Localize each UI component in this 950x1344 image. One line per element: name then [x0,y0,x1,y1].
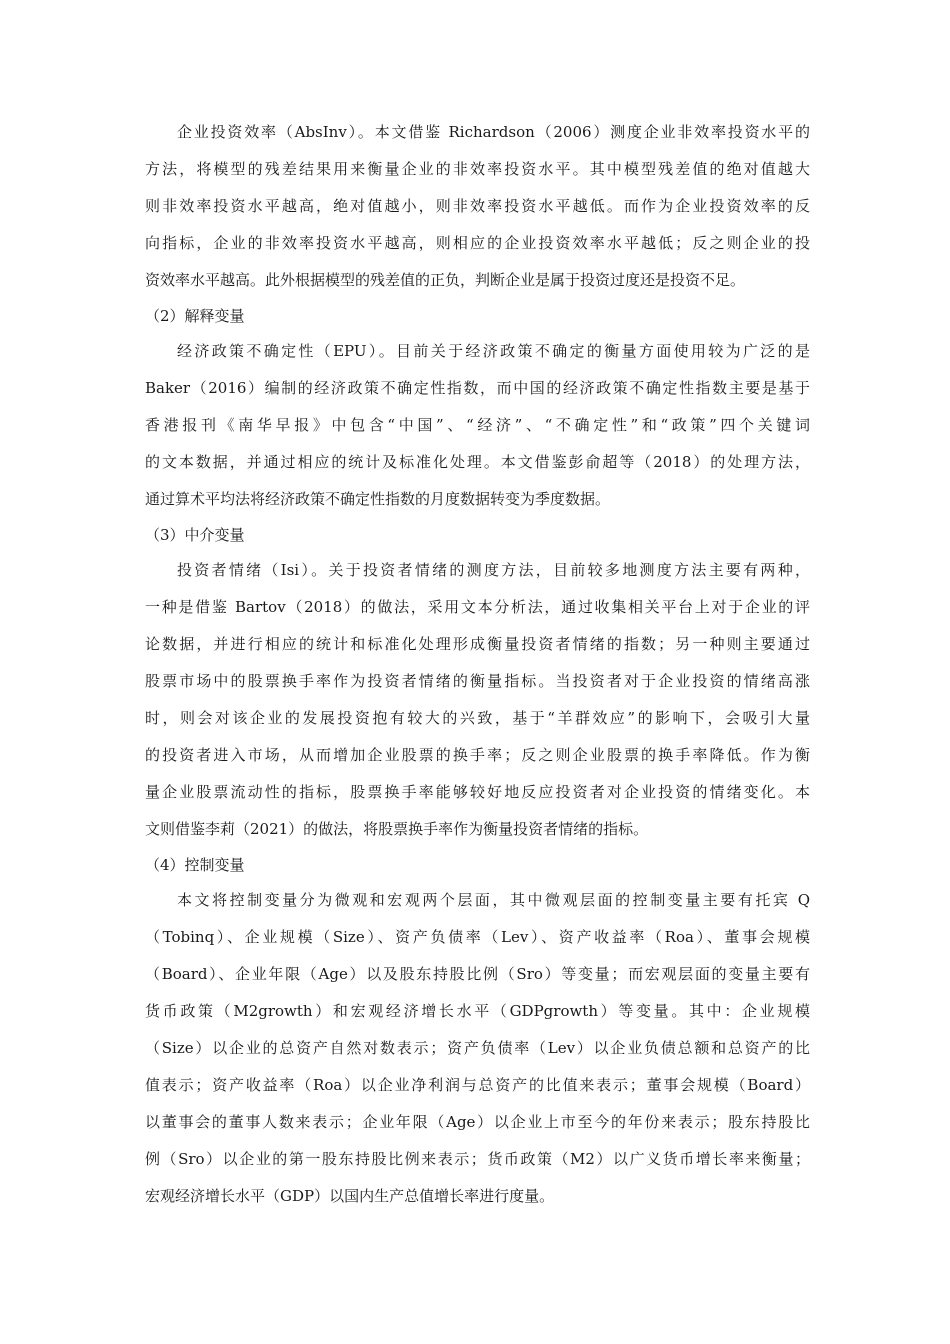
text-line: 向指标，企业的非效率投资水平越高，则相应的企业投资效率水平越低；反之则企业的投 [145,234,810,252]
text-line: 量企业股票流动性的指标，股票换手率能够较好地反应投资者对企业投资的情绪变化。本 [145,783,810,801]
document-body [145,114,810,1215]
text-line: 本文将控制变量分为微观和宏观两个层面，其中微观层面的控制变量主要有托宾 Q [177,891,810,909]
text-line: （Size）以企业的总资产自然对数表示；资产负债率（Lev）以企业负债总额和总资产的比 [145,1039,810,1057]
text-line: 股票市场中的股票换手率作为投资者情绪的衡量指标。当投资者对于企业投资的情绪高涨 [145,672,810,690]
text-line: 方法，将模型的残差结果用来衡量企业的非效率投资水平。其中模型残差值的绝对值越大 [145,160,810,178]
text-line: 一种是借鉴 Bartov（2018）的做法，采用文本分析法，通过收集相关平台上对于企业的评 [145,598,810,616]
section-heading-mediating: （3）中介变量 [145,526,245,544]
text-line: 值表示；资产收益率（Roa）以企业净利润与总资产的比值来表示；董事会规模（Board） [145,1076,810,1094]
text-line: 的投资者进入市场，从而增加企业股票的换手率；反之则企业股票的换手率降低。作为衡 [145,746,810,764]
paragraph-investor-sentiment [145,552,810,848]
paragraph-investment-efficiency [145,114,810,299]
text-line: （Tobinq）、企业规模（Size）、资产负债率（Lev）、资产收益率（Roa）、董事会规模 [145,928,810,946]
text-line: 资效率水平越高。此外根据模型的残差值的正负，判断企业是属于投资过度还是投资不足。 [145,271,746,289]
paragraph-control-variables [145,882,810,1215]
paragraph-epu [145,333,810,518]
text-line: 例（Sro）以企业的第一股东持股比例来表示；货币政策（M2）以广义货币增长率来衡量； [145,1150,810,1168]
text-line: 通过算术平均法将经济政策不确定性指数的月度数据转变为季度数据。 [145,490,611,508]
text-line: 则非效率投资水平越高，绝对值越小，则非效率投资水平越低。而作为企业投资效率的反 [145,197,810,215]
text-line: 投资者情绪（Isi）。关于投资者情绪的测度方法，目前较多地测度方法主要有两种， [177,561,810,579]
text-line: （Board）、企业年限（Age）以及股东持股比例（Sro）等变量；而宏观层面的变量主要有 [145,965,810,983]
section-heading-control: （4）控制变量 [145,856,245,874]
text-line: 的文本数据，并通过相应的统计及标准化处理。本文借鉴彭俞超等（2018）的处理方法， [145,453,810,471]
text-line: 货币政策（M2growth）和宏观经济增长水平（GDPgrowth）等变量。其中：企业规模 [145,1002,810,1020]
text-line: 以董事会的董事人数来表示；企业年限（Age）以企业上市至今的年份来表示；股东持股比 [145,1113,810,1131]
text-line: Baker（2016）编制的经济政策不确定性指数，而中国的经济政策不确定性指数主要是基于 [145,379,810,397]
section-heading-explanatory: （2）解释变量 [145,307,245,325]
text-line: 企业投资效率（AbsInv）。本文借鉴 Richardson（2006）测度企业非效率投资水平的 [177,123,810,141]
text-line: 时，则会对该企业的发展投资抱有较大的兴致，基于“羊群效应”的影响下，会吸引大量 [145,709,810,727]
text-line: 香港报刊《南华早报》中包含“中国”、“经济”、“不确定性”和“政策”四个关键词 [145,416,810,434]
text-line: 经济政策不确定性（EPU）。目前关于经济政策不确定的衡量方面使用较为广泛的是 [177,342,810,360]
text-line: 论数据，并进行相应的统计和标准化处理形成衡量投资者情绪的指数；另一种则主要通过 [145,635,810,653]
text-line: 文则借鉴李莉（2021）的做法，将股票换手率作为衡量投资者情绪的指标。 [145,820,649,838]
text-line: 宏观经济增长水平（GDP）以国内生产总值增长率进行度量。 [145,1187,555,1205]
